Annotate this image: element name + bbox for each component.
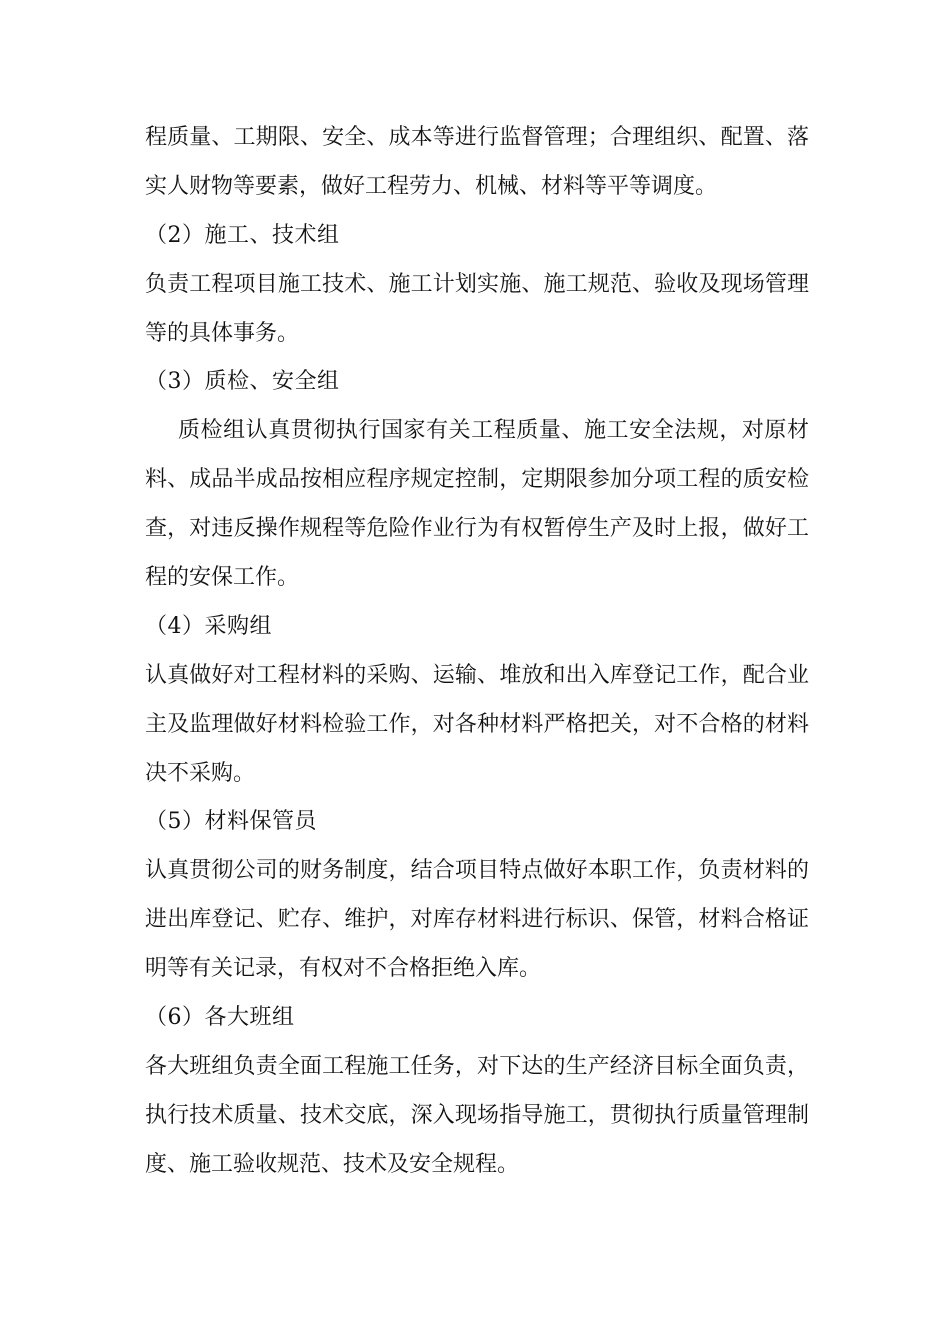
section-heading-procurement: （4）采购组: [145, 613, 272, 639]
paragraph-line: 各大班组负责全面工程施工任务，对下达的生产经济目标全面负责，: [145, 1053, 809, 1079]
document-body: [145, 114, 809, 1190]
paragraph-line: 执行技术质量、技术交底，深入现场指导施工，贯彻执行质量管理制: [145, 1102, 809, 1128]
paragraph-line: 程质量、工期限、安全、成本等进行监督管理；合理组织、配置、落: [145, 125, 809, 150]
paragraph-line: 认真做好对工程材料的采购、运输、堆放和出入库登记工作，配合业: [145, 662, 809, 688]
paragraph-line: 程的安保工作。: [145, 565, 300, 591]
section-heading-work-teams: （6）各大班组: [145, 1005, 295, 1031]
paragraph-line: 负责工程项目施工技术、施工计划实施、施工规范、验收及现场管理: [145, 271, 809, 297]
section-heading-quality-safety: （3）质检、安全组: [145, 369, 340, 395]
paragraph-line: 质检组认真贯彻执行国家有关工程质量、施工安全法规，对原材: [178, 418, 809, 444]
paragraph-line: 进出库登记、贮存、维护，对库存材料进行标识、保管，材料合格证: [145, 907, 809, 933]
paragraph-line: 查，对违反操作规程等危险作业行为有权暂停生产及时上报，做好工: [145, 516, 809, 542]
paragraph-line: 实人财物等要素，做好工程劳力、机械、材料等平等调度。: [145, 173, 718, 199]
paragraph-line: 明等有关记录，有权对不合格拒绝入库。: [145, 956, 542, 982]
paragraph-line: 认真贯彻公司的财务制度，结合项目特点做好本职工作，负责材料的: [145, 858, 809, 884]
section-heading-materials-keeper: （5）材料保管员: [145, 809, 317, 835]
paragraph-line: 决不采购。: [145, 760, 256, 786]
section-heading-construction-technical: （2）施工、技术组: [145, 222, 340, 248]
paragraph-line: 度、施工验收规范、技术及安全规程。: [145, 1151, 520, 1177]
paragraph-line: 等的具体事务。: [145, 320, 300, 346]
paragraph-line: 主及监理做好材料检验工作，对各种材料严格把关，对不合格的材料: [145, 711, 809, 737]
paragraph-line: 料、成品半成品按相应程序规定控制，定期限参加分项工程的质安检: [145, 467, 809, 493]
